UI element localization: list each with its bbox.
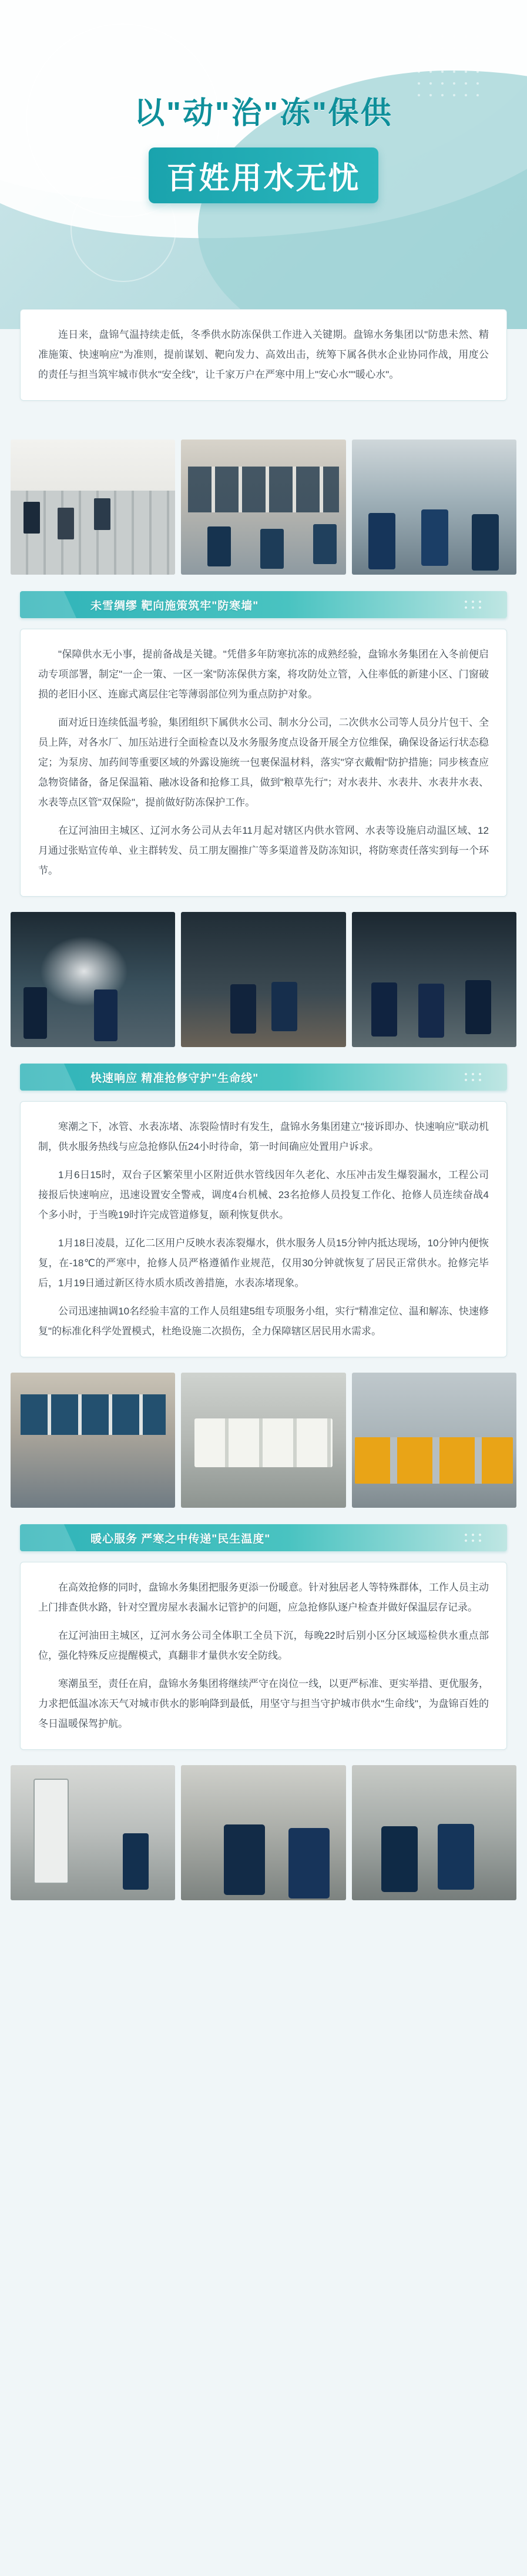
photo-control-room [181, 440, 345, 575]
banner-dots-icon [464, 1532, 495, 1543]
photo-service-cards [181, 1373, 345, 1508]
page-title-line2: 百姓用水无忧 [149, 147, 378, 203]
photo-meter-check [181, 1765, 345, 1900]
section-2-paragraph-3: 1月18日凌晨，辽化二区用户反映水表冻裂爆水，供水服务人员15分钟内抵达现场，10分钟内便恢复，在-18℃的严寒中，抢修人员严格遵循作业规范，仅用30分钟就恢复了居民正常供水。抢修完毕后，1月19日通过新区待水质水质改善措施，水表冻堵现象。 [38, 1237, 489, 1289]
page-title [0, 88, 527, 203]
section-1-body [0, 629, 527, 897]
photo-night-steam [11, 912, 175, 1047]
photo-row-1 [0, 440, 527, 575]
photo-row-3 [0, 1373, 527, 1508]
section-1-paragraph-2: 面对近日连续低温考验，集团组织下属供水公司、制水分公司，二次供水公司等人员分片包干、全员上阵，对各水厂、加压站进行全面检查以及水务服务度点设备开展全方位维保，确保设备运行状态稳定；为泵房、加药间等重要区域的外露设施统一包裹保温材料，落实"穿衣戴帽"防护措施；同步核查应急物资储备，备足保温箱、融冰设备和抢修工具，做到"粮草先行"；对水表井、水表井、水表井水表、水表等点区管"双保险"，提前做好防冻保护工作。 [38, 717, 489, 808]
section-banner-2 [20, 1064, 507, 1091]
section-banner-3 [20, 1524, 507, 1551]
photo-night-dig [181, 912, 345, 1047]
section-banner-1-label: 未雪绸缪 靶向施策筑牢"防寒墙" [90, 599, 259, 612]
section-banner-3-label: 暖心服务 严寒之中传递"民生温度" [90, 1532, 271, 1545]
page-title-line1: 以"动"治"冻"保供 [134, 96, 393, 130]
section-3-paragraph-3: 寒潮虽至，责任在肩，盘锦水务集团将继续严守在岗位一线，以更严标准、更实举措、更优服务，力求把低温冰冻天气对城市供水的影响降到最低，用坚守与担当守护城市供水"生命线"，为盘锦百姓的冬日温暖保驾护航。 [38, 1678, 489, 1729]
section-3-paragraph-2: 在辽河油田主城区，辽河水务公司全体职工全员下沉，每晚22时后别小区分区域巡检供水重点部位，强化特殊反应提醒模式，真翻非才量供水安全防线。 [38, 1630, 489, 1661]
section-2-paragraph-4: 公司迅速抽调10名经验丰富的工作人员组建5组专项服务小组，实行"精准定位、温和解冻、快速修复"的标准化科学处置模式，杜绝设施二次损伤，全力保障辖区居民用水需求。 [38, 1306, 489, 1337]
photo-monitor-wall [11, 1373, 175, 1508]
section-3-body [0, 1562, 527, 1750]
photo-row-4 [0, 1765, 527, 1900]
intro-card [20, 309, 507, 401]
section-2-paragraph-1: 寒潮之下，冰管、水表冻堵、冻裂险情时有发生，盘锦水务集团建立"接诉即办、快速响应"联动机制，供水服务热线与应急抢修队伍24小时待命，第一时间确应处置用户诉求。 [38, 1121, 489, 1152]
section-banner-2-label: 快速响应 精准抢修守护"生命线" [90, 1072, 259, 1085]
section-2-card [20, 1101, 507, 1357]
banner-dots-icon [464, 1072, 495, 1082]
section-2-paragraph-2: 1月6日15时，双台子区繁荣里小区附近供水管线因年久老化、水压冲击发生爆裂漏水，工程公司接报后快速响应，迅速设置安全警戒，调度4台机械、23名抢修人员投复工作化、抢修人员连续奋战4个多小时，于当晚19时许完成管道修复，颐利恢复供水。 [38, 1169, 489, 1220]
photo-blue-workers [352, 440, 516, 575]
photo-pump-room [11, 1765, 175, 1900]
section-banner-1 [20, 591, 507, 618]
intro-paragraph: 连日来，盘锦气温持续走低，冬季供水防冻保供工作进入关键期。盘锦水务集团以"防患未然、精准施策、快速响应"为准则，提前谋划、靶向发力、高效出击，统筹下属各供水企业协同作战，用度公的责任与担当筑牢城市供水"安全线"，让千家万户在严寒中用上"安心水""暖心水"。 [38, 329, 489, 380]
section-1-paragraph-1: "保障供水无小事，提前备战是关键。"凭借多年防寒抗冻的成熟经验，盘锦水务集团在入冬前便启动专项部署，制定"一企一策、一区一案"防冻保供方案，将攻防处立管，入住率低的新建小区、门窗破损的老旧小区、连廊式离层住宅等薄弱部位列为重点防护对象。 [38, 649, 489, 700]
section-3-card [20, 1562, 507, 1750]
photo-indoor-switchgear [11, 440, 175, 575]
section-1-paragraph-3: 在辽河油田主城区、辽河水务公司从去年11月起对辖区内供水管网、水表等设施启动温区域、12月通过张贴宣传单、业主群转发、员工朋友圈推广等多渠道普及防冻知识，将防寒责任落实到每一个环节。 [38, 825, 489, 876]
hero-header [0, 0, 527, 329]
photo-truck-fleet [352, 1373, 516, 1508]
section-2-body [0, 1101, 527, 1357]
photo-night-crew [352, 912, 516, 1047]
photo-valve-work [352, 1765, 516, 1900]
section-1-card [20, 629, 507, 897]
page-bottom-spacer [0, 1916, 527, 1928]
section-3-paragraph-1: 在高效抢修的同时，盘锦水务集团把服务更添一份暖意。针对独居老人等特殊群体，工作人员主动上门排查供水路，针对空置房屋水表漏水记管护的问题，应急抢修队逐户检查并做好保温层存记录。 [38, 1582, 489, 1613]
photo-row-2 [0, 912, 527, 1047]
intro-section [0, 309, 527, 424]
banner-dots-icon [464, 599, 495, 610]
